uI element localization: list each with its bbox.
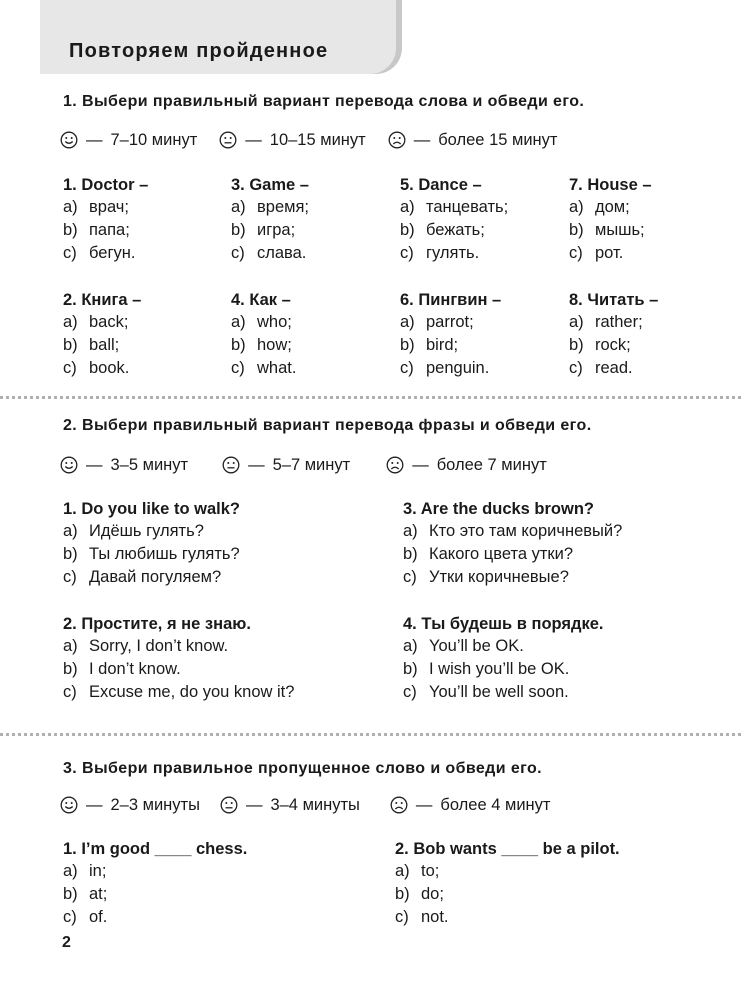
neutral-face-icon xyxy=(219,131,237,149)
timing-fast: 3–5 минут xyxy=(110,455,189,474)
option-b[interactable]: b) Какого цвета утки? xyxy=(403,545,573,563)
option-b[interactable]: b) папа; xyxy=(63,221,130,239)
question-title: 2. Книга – xyxy=(63,291,142,309)
timing-dash: — xyxy=(413,130,431,149)
question-kniga xyxy=(63,291,141,378)
section-divider xyxy=(0,733,741,736)
page-title: Повторяем пройденное xyxy=(69,40,329,62)
option-b[interactable]: b) Ты любишь гулять? xyxy=(63,545,240,563)
option-c[interactable]: c) what. xyxy=(231,359,297,377)
option-b[interactable]: b) бежать; xyxy=(400,221,485,239)
question-title: 2. Bob wants ____ be a pilot. xyxy=(395,840,620,858)
option-a[interactable]: a) You’ll be OK. xyxy=(403,637,524,655)
option-c[interactable]: c) слава. xyxy=(231,244,307,262)
timing-dash: — xyxy=(86,130,103,149)
option-a[interactable]: a) in; xyxy=(63,862,107,880)
sad-face-icon xyxy=(390,796,408,814)
option-b[interactable]: b) do; xyxy=(395,885,444,903)
option-b[interactable]: b) ball; xyxy=(63,336,120,354)
task-2-title: 2. Выбери правильный вариант перевода фразы и обведи его. xyxy=(63,417,592,434)
option-a[interactable]: a) дом; xyxy=(569,198,630,216)
option-c[interactable]: c) penguin. xyxy=(400,359,490,377)
question-title: 7. House – xyxy=(569,176,652,194)
task-2-timing xyxy=(60,454,547,476)
option-a[interactable]: a) Идёшь гулять? xyxy=(63,522,204,540)
option-c[interactable]: c) бегун. xyxy=(63,244,136,262)
option-c[interactable]: c) You’ll be well soon. xyxy=(403,683,569,701)
timing-dash: — xyxy=(245,795,263,814)
question-gap-2 xyxy=(395,840,620,927)
option-b[interactable]: b) игра; xyxy=(231,221,296,239)
question-title: 4. Ты будешь в порядке. xyxy=(403,615,604,633)
timing-medium: 5–7 минут xyxy=(272,455,351,474)
question-dance xyxy=(400,176,508,263)
neutral-face-icon xyxy=(222,456,240,474)
option-b[interactable]: b) how; xyxy=(231,336,292,354)
question-title: 3. Are the ducks brown? xyxy=(403,500,595,518)
timing-medium: 3–4 минуты xyxy=(270,795,360,814)
question-title: 4. Как – xyxy=(231,291,291,309)
option-a[interactable]: a) танцевать; xyxy=(400,198,509,216)
option-a[interactable]: a) время; xyxy=(231,198,309,216)
question-gap-1 xyxy=(63,840,247,927)
option-b[interactable]: b) bird; xyxy=(400,336,459,354)
option-c[interactable]: c) Утки коричневые? xyxy=(403,568,569,586)
option-a[interactable]: a) back; xyxy=(63,313,129,331)
question-title: 5. Dance – xyxy=(400,176,482,194)
section-divider xyxy=(0,396,741,399)
question-phrase-3 xyxy=(403,500,622,587)
timing-dash: — xyxy=(415,795,433,814)
question-game xyxy=(231,176,309,263)
option-b[interactable]: b) at; xyxy=(63,885,108,903)
question-doctor xyxy=(63,176,148,263)
timing-slow: более 7 минут xyxy=(436,455,547,474)
task-3-title: 3. Выбери правильное пропущенное слово и обведи его. xyxy=(63,760,542,777)
timing-fast: 7–10 минут xyxy=(110,130,198,149)
question-title: 1. Doctor – xyxy=(63,176,149,194)
timing-dash: — xyxy=(412,455,429,474)
option-c[interactable]: c) Давай погуляем? xyxy=(63,568,222,586)
question-title: 8. Читать – xyxy=(569,291,659,309)
task-1-title: 1. Выбери правильный вариант перевода слова и обведи его. xyxy=(63,93,585,110)
smile-icon xyxy=(60,456,78,474)
question-house xyxy=(569,176,652,263)
option-c[interactable]: c) of. xyxy=(63,908,108,926)
sad-face-icon xyxy=(388,131,406,149)
option-b[interactable]: b) мышь; xyxy=(569,221,645,239)
option-c[interactable]: c) not. xyxy=(395,908,449,926)
timing-fast: 2–3 минуты xyxy=(110,795,200,814)
option-a[interactable]: a) rather; xyxy=(569,313,643,331)
question-title: 2. Простите, я не знаю. xyxy=(63,615,251,633)
question-kak xyxy=(231,291,296,378)
neutral-face-icon xyxy=(220,796,238,814)
question-title: 3. Game – xyxy=(231,176,309,194)
option-c[interactable]: c) гулять. xyxy=(400,244,480,262)
option-a[interactable]: a) Кто это там коричневый? xyxy=(403,522,623,540)
option-c[interactable]: c) book. xyxy=(63,359,130,377)
question-phrase-2 xyxy=(63,615,294,702)
timing-medium: 10–15 минут xyxy=(269,130,366,149)
timing-slow: более 4 минут xyxy=(440,795,551,814)
question-title: 1. Do you like to walk? xyxy=(63,500,240,518)
timing-dash: — xyxy=(86,795,103,814)
option-a[interactable]: a) parrot; xyxy=(400,313,474,331)
timing-dash: — xyxy=(248,455,265,474)
option-a[interactable]: a) who; xyxy=(231,313,292,331)
sad-face-icon xyxy=(386,456,404,474)
page-number: 2 xyxy=(62,934,71,951)
option-a[interactable]: a) to; xyxy=(395,862,440,880)
timing-dash: — xyxy=(245,130,262,149)
timing-slow: более 15 минут xyxy=(438,130,558,149)
question-chitat xyxy=(569,291,658,378)
option-c[interactable]: c) read. xyxy=(569,359,633,377)
question-phrase-1 xyxy=(63,500,240,587)
question-title: 6. Пингвин – xyxy=(400,291,502,309)
question-phrase-4 xyxy=(403,615,604,702)
option-c[interactable]: c) рот. xyxy=(569,244,624,262)
smile-icon xyxy=(60,131,78,149)
timing-dash: — xyxy=(86,455,103,474)
task-1-timing xyxy=(60,129,557,151)
question-pingvin xyxy=(400,291,501,378)
option-b[interactable]: b) rock; xyxy=(569,336,631,354)
option-a[interactable]: a) Sorry, I don’t know. xyxy=(63,637,229,655)
option-a[interactable]: a) врач; xyxy=(63,198,129,216)
option-b[interactable]: b) I don’t know. xyxy=(63,660,181,678)
question-title: 1. I’m good ____ chess. xyxy=(63,840,248,858)
option-b[interactable]: b) I wish you’ll be OK. xyxy=(403,660,570,678)
option-c[interactable]: c) Excuse me, do you know it? xyxy=(63,683,295,701)
smile-icon xyxy=(60,796,78,814)
task-3-timing xyxy=(60,794,550,816)
